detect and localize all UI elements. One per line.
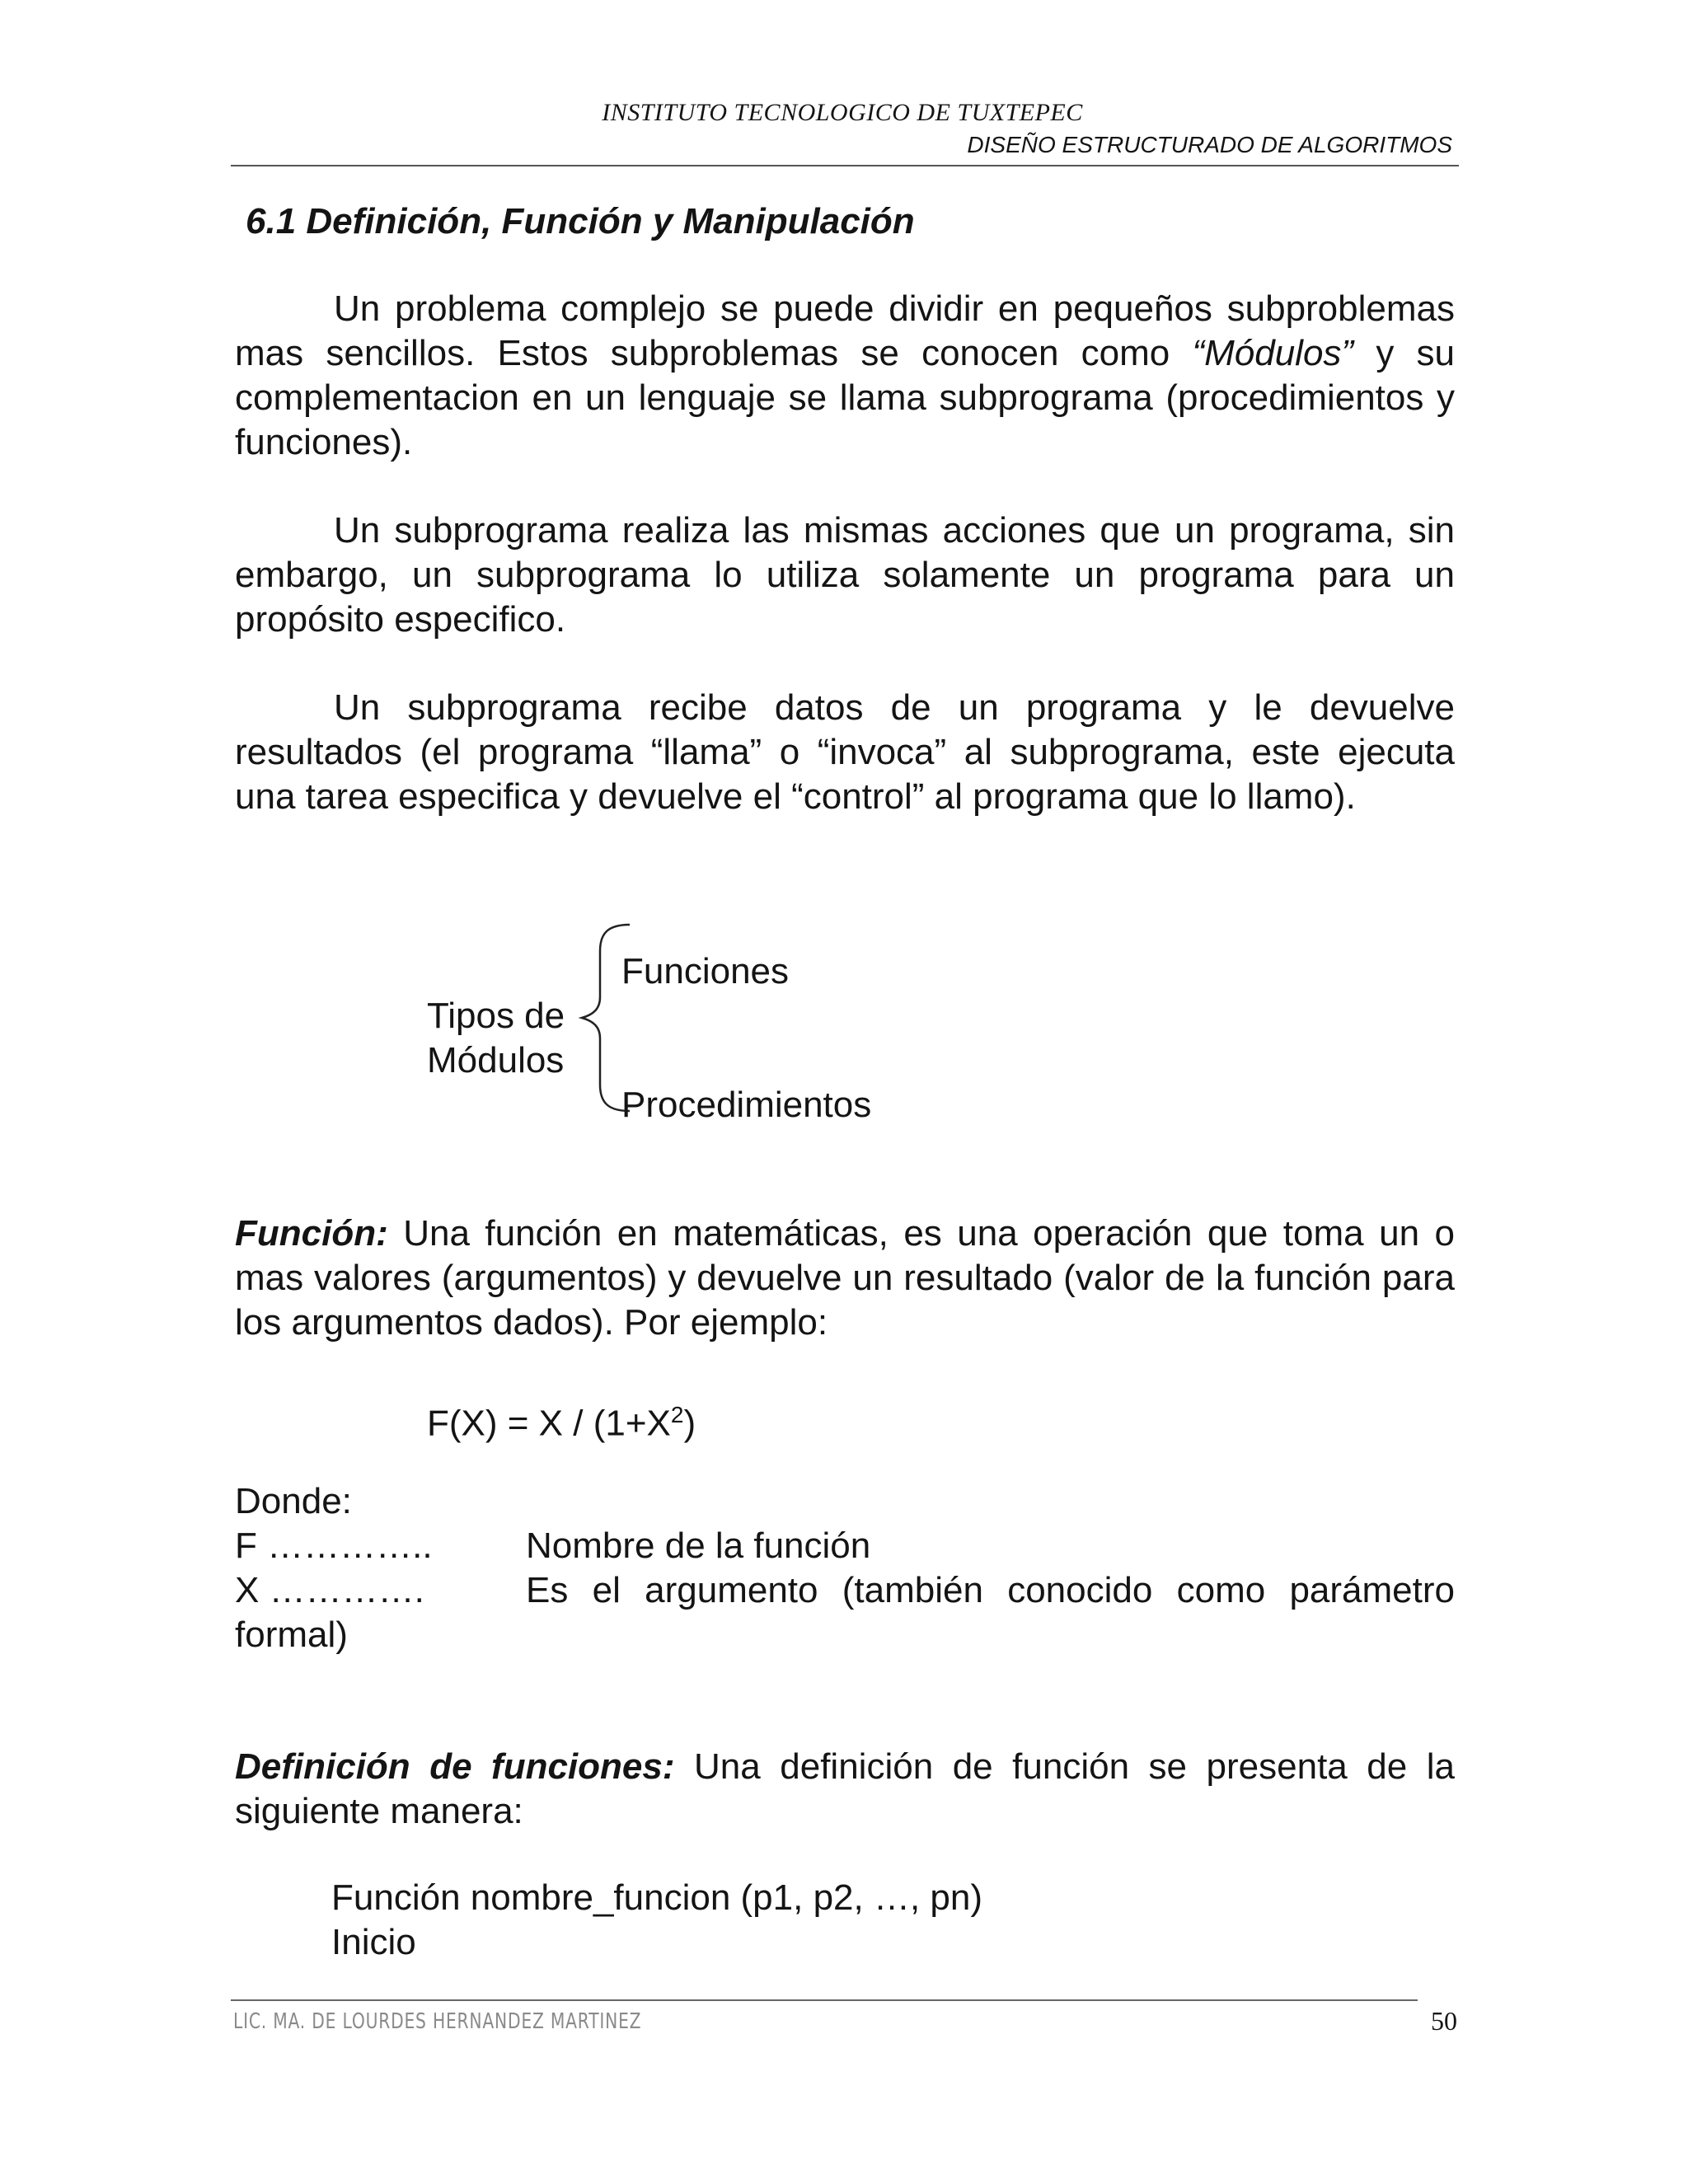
code-line-1: Función nombre_funcion (p1, p2, …, pn): [331, 1877, 983, 1918]
page-number: 50: [1431, 2006, 1457, 2036]
diagram-item-procedimientos: Procedimientos: [621, 1085, 872, 1125]
diagram-label-line1: Tipos de: [427, 996, 565, 1036]
funcion-label: Función:: [235, 1213, 388, 1254]
paragraph-modules-a: Un problema complejo se puede dividir en pequeños subproblemas mas sencillos. Estos subproblemas se conocen como: [235, 288, 1455, 373]
donde-f-term: F …………..: [235, 1526, 433, 1566]
section-title: 6.1 Definición, Función y Manipulación: [246, 201, 915, 241]
header-course: DISEÑO ESTRUCTURADO DE ALGORITMOS: [967, 132, 1452, 157]
paragraph-modules-b: y su complementacion en un lenguaje se llama subprograma (procedimientos y funciones).: [235, 333, 1456, 462]
paragraph-funcion: [235, 1212, 1455, 1345]
donde-label: Donde:: [235, 1481, 352, 1521]
definicion-label: Definición de funciones:: [235, 1746, 675, 1787]
formula-close: ): [683, 1403, 696, 1444]
donde-x-cont: formal): [235, 1615, 348, 1655]
modulos-term: “Módulos”: [1192, 333, 1354, 373]
header-institute: INSTITUTO TECNOLOGICO DE TUXTEPEC: [602, 99, 1083, 126]
formula-main: F(X) = X / (1+X: [427, 1403, 671, 1444]
formula-exponent: 2: [670, 1402, 684, 1427]
funcion-text: Una función en matemáticas, es una operación que toma un o mas valores (argumentos) y devuelve un resultado (valor de la función para los argumentos dados). Por ejemplo:: [235, 1213, 1455, 1343]
paragraph-subprogram-data: Un subprograma recibe datos de un programa y le devuelve resultados (el programa “llama” o “invoca” al subprograma, este ejecuta una tarea especifica y devuelve el “control” al programa que lo llamo).: [235, 687, 1455, 817]
diagram-label-line2: Módulos: [427, 1040, 565, 1080]
diagram-item-funciones: Funciones: [621, 951, 790, 991]
donde-f-desc: Nombre de la función: [526, 1526, 871, 1566]
code-line-2: Inicio: [331, 1922, 416, 1962]
footer-author: LIC. MA. DE LOURDES HERNANDEZ MARTINEZ: [233, 2009, 642, 2034]
paragraph-definicion: [235, 1745, 1455, 1834]
footer-rule: [231, 1999, 1418, 2001]
donde-x-term: X ………….: [235, 1570, 424, 1610]
donde-x-desc: Es el argumento (también conocido como parámetro: [526, 1570, 1455, 1610]
paragraph-subprogram: Un subprograma realiza las mismas acciones que un programa, sin embargo, un subprograma lo utiliza solamente un programa para un propósito especifico.: [235, 510, 1455, 640]
header-rule: [231, 165, 1459, 166]
definicion-text: Una definición de función se presenta de la siguiente manera:: [235, 1746, 1455, 1831]
formula: [427, 1393, 696, 1446]
paragraph-modules: [235, 287, 1455, 465]
